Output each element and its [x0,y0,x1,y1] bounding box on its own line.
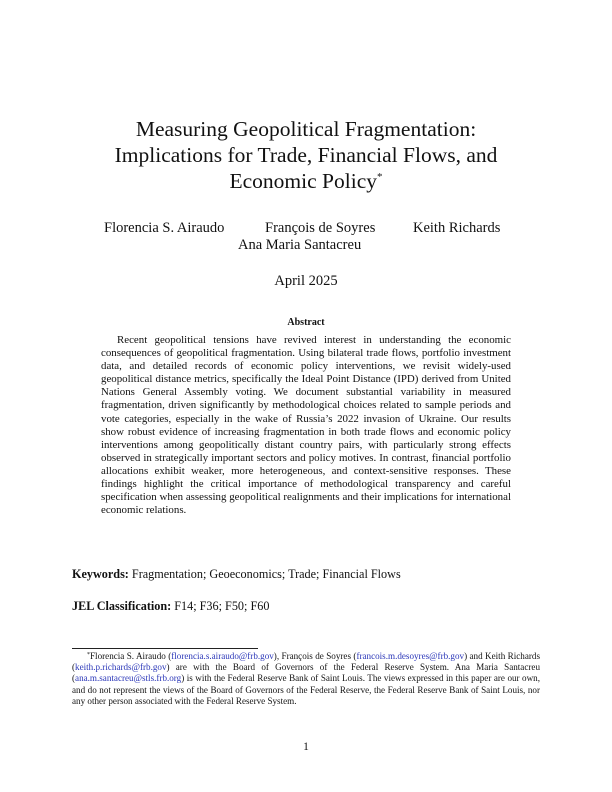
title-footnote-mark[interactable]: * [377,171,383,183]
jel-classification [72,599,269,614]
author-2: François de Soyres [265,220,376,236]
title-line-3-text: Economic Policy [229,169,377,193]
jel-value: F14; F36; F50; F60 [174,599,270,613]
footnote [72,651,540,707]
abstract-heading: Abstract [287,317,325,328]
email-link-airaudo[interactable]: florencia.s.airaudo@frb.gov [171,651,274,661]
publication-date: April 2025 [274,273,338,289]
email-link-santacreu[interactable]: ana.m.santacreu@stls.frb.org [75,673,182,684]
footnote-text-3: ) and Keith Richards ( [72,651,540,673]
keywords-label: Keywords: [72,567,129,581]
author-3: Keith Richards [413,220,501,236]
title-line-1: Measuring Geopolitical Fragmentation: [135,117,477,141]
footnote-rule [72,648,258,649]
paper-title [60,116,552,194]
email-link-desoyres[interactable]: francois.m.desoyres@frb.gov [356,651,465,661]
keywords [72,567,401,582]
footnote-text-4: ) are with the Board of Governors of the Federal Reserve System. Ana Maria Santacreu ( [72,662,540,684]
author-1: Florencia S. Airaudo [104,220,225,236]
author-4: Ana Maria Santacreu [238,237,362,253]
footnote-text-5: ) is with the Federal Reserve Bank of Saint Louis. The views expressed in this paper are our own, and do not represent the views of the Board of Governors of the Federal Reserve, the Federal Reserve Bank of Saint Louis, nor any other person associated with the Federal Reserve System. [72,673,540,706]
footnote-text-2: ), François de Soyres ( [273,651,357,661]
page-number: 1 [303,741,309,753]
abstract-text: Recent geopolitical tensions have revived interest in understanding the economic consequences of geopolitical fragmentation. Using bilateral trade flows, portfolio investment data, and detailed records of economic policy interventions, we revisit widely-used geopolitical distance metrics, specifically the Ideal Point Distance (IPD) derived from United Nations General Assembly voting. We document substantial variability in measured fragmentation, driven significantly by methodological choices related to sample periods and vote categories, especially in the wake of Russia’s 2022 invasion of Ukraine. Our results show robust evidence of increasing fragmentation in both trade flows and economic policy interventions among geopolitically distant country pairs, with particularly strong effects observed in strategically important sectors and policy motives. In contrast, financial portfolio allocations exhibit weaker, more heterogeneous, and context-sensitive responses. These findings highlight the critical importance of methodological transparency and careful specification when assessing geopolitical realignments and their implications for international economic relations. [101,334,511,517]
footnote-text-1: Florencia S. Airaudo ( [90,651,172,661]
jel-label: JEL Classification: [72,599,172,613]
title-line-3 [60,168,552,194]
title-line-2: Implications for Trade, Financial Flows, and [114,143,498,167]
keywords-value: Fragmentation; Geoeconomics; Trade; Financial Flows [131,567,401,581]
email-link-richards[interactable]: keith.p.richards@frb.gov [75,662,167,673]
footnote-mark: * [87,652,90,658]
